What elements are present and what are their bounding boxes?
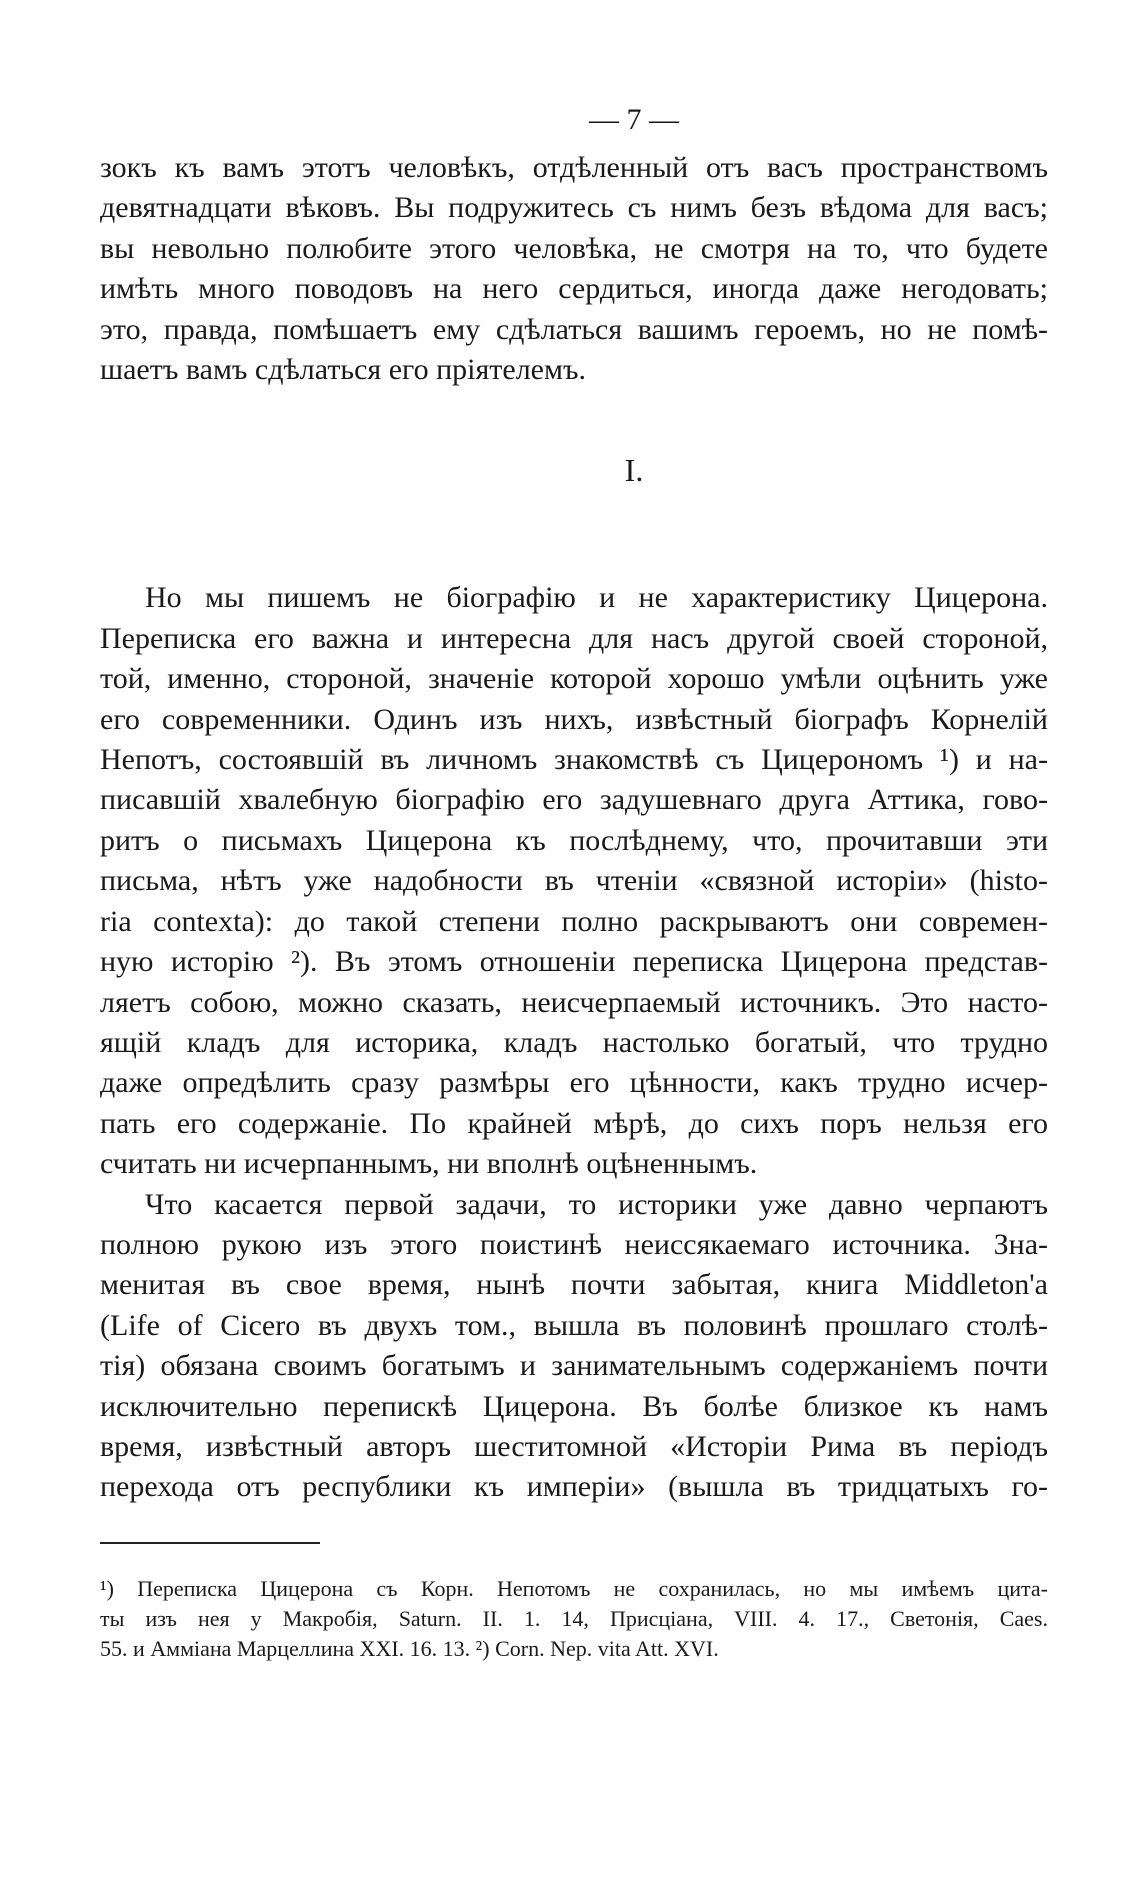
text-line: Что касается первой задачи, то историки уже давно черпаютъ [145, 1187, 1048, 1221]
section-heading: I. [624, 452, 644, 489]
text-line: письма, нѣтъ уже надобности въ чтеніи «связной исторіи» (histo- [100, 864, 1048, 898]
footnote-line: ты изъ нея у Макробія, Saturn. II. 1. 14, Присціана, VIII. 4. 17., Светонія, Caes. [100, 1605, 1048, 1631]
text-line: менитая въ свое время, нынѣ почти забытая, книга Middleton'a [100, 1268, 1048, 1302]
text-line: время, извѣстный авторъ шеститомной «Исторіи Рима въ періодъ [100, 1429, 1048, 1463]
text-line: девятнадцати вѣковъ. Вы подружитесь съ нимъ безъ вѣдома для васъ; [100, 191, 1048, 225]
text-line: писавшій хвалебную біографію его задушевнаго друга Аттика, гово- [100, 783, 1048, 817]
text-line: ляетъ собою, можно сказать, неисчерпаемый источникъ. Это насто- [100, 985, 1048, 1019]
footnotes [100, 1574, 1048, 1664]
text-line: его современники. Одинъ изъ нихъ, извѣстный біографъ Корнелій [100, 702, 1048, 736]
text-line: ную исторію ²). Въ этомъ отношеніи переписка Цицерона представ- [100, 945, 1048, 979]
text-line: ящій кладъ для историка, кладъ настолько богатый, что трудно [100, 1025, 1048, 1059]
text-line: той, именно, стороной, значеніе которой хорошо умѣли оцѣнить уже [100, 662, 1048, 696]
paragraph-2 [100, 1185, 1048, 1508]
text-line: вы невольно полюбите этого человѣка, не смотря на то, что будете [100, 231, 1048, 265]
text-line: ритъ о письмахъ Цицерона къ послѣднему, что, прочитавши эти [100, 823, 1048, 857]
text-line: шаетъ вамъ сдѣлаться его пріятелемъ. [100, 353, 586, 387]
text-line: полною рукою изъ этого поистинѣ неиссякаемаго источника. Зна- [100, 1227, 1048, 1261]
text-line: Непотъ, состоявшій въ личномъ знакомствѣ съ Цицерономъ ¹) и на- [100, 743, 1048, 777]
intro-paragraph [100, 148, 1048, 390]
text-line: зокъ къ вамъ этотъ человѣкъ, отдѣленный отъ васъ пространствомъ [100, 151, 1048, 184]
footnote-line: 55. и Амміана Марцеллина XXI. 16. 13. ²) Corn. Nep. vita Att. XVI. [100, 1635, 719, 1661]
text-line: исключительно перепискѣ Цицерона. Въ болѣе близкое къ намъ [100, 1389, 1048, 1423]
text-line: даже опредѣлить сразу размѣры его цѣнности, какъ трудно исчер- [100, 1066, 1048, 1100]
text-line: это, правда, помѣшаетъ ему сдѣлаться вашимъ героемъ, но не помѣ- [100, 312, 1048, 346]
footnote-line: ¹) Переписка Цицерона съ Корн. Непотомъ не сохранилась, но мы имѣемъ цита- [100, 1575, 1048, 1601]
text-line: имѣть много поводовъ на него сердиться, иногда даже негодовать; [100, 272, 1048, 306]
text-line: пать его содержаніе. По крайней мѣрѣ, до сихъ поръ нельзя его [100, 1106, 1048, 1140]
text-line: (Life of Cicero въ двухъ том., вышла въ половинѣ прошлаго столѣ- [100, 1308, 1048, 1342]
text-line: ria contexta): до такой степени полно раскрываютъ они современ- [100, 904, 1048, 938]
page-number: — 7 — [589, 103, 679, 136]
document-page [100, 100, 1048, 1664]
text-line: Но мы пишемъ не біографію и не характеристику Цицерона. [145, 581, 1048, 615]
text-line: считать ни исчерпаннымъ, ни вполнѣ оцѣненнымъ. [100, 1147, 758, 1181]
text-line: перехода отъ республики къ имперіи» (вышла въ тридцатыхъ го- [100, 1470, 1048, 1504]
text-line: тія) обязана своимъ богатымъ и занимательнымъ содержаніемъ почти [100, 1349, 1048, 1383]
paragraph-1 [100, 578, 1048, 1184]
footnote-divider [100, 1542, 320, 1544]
text-line: Переписка его важна и интересна для насъ другой своей стороной, [100, 621, 1048, 655]
